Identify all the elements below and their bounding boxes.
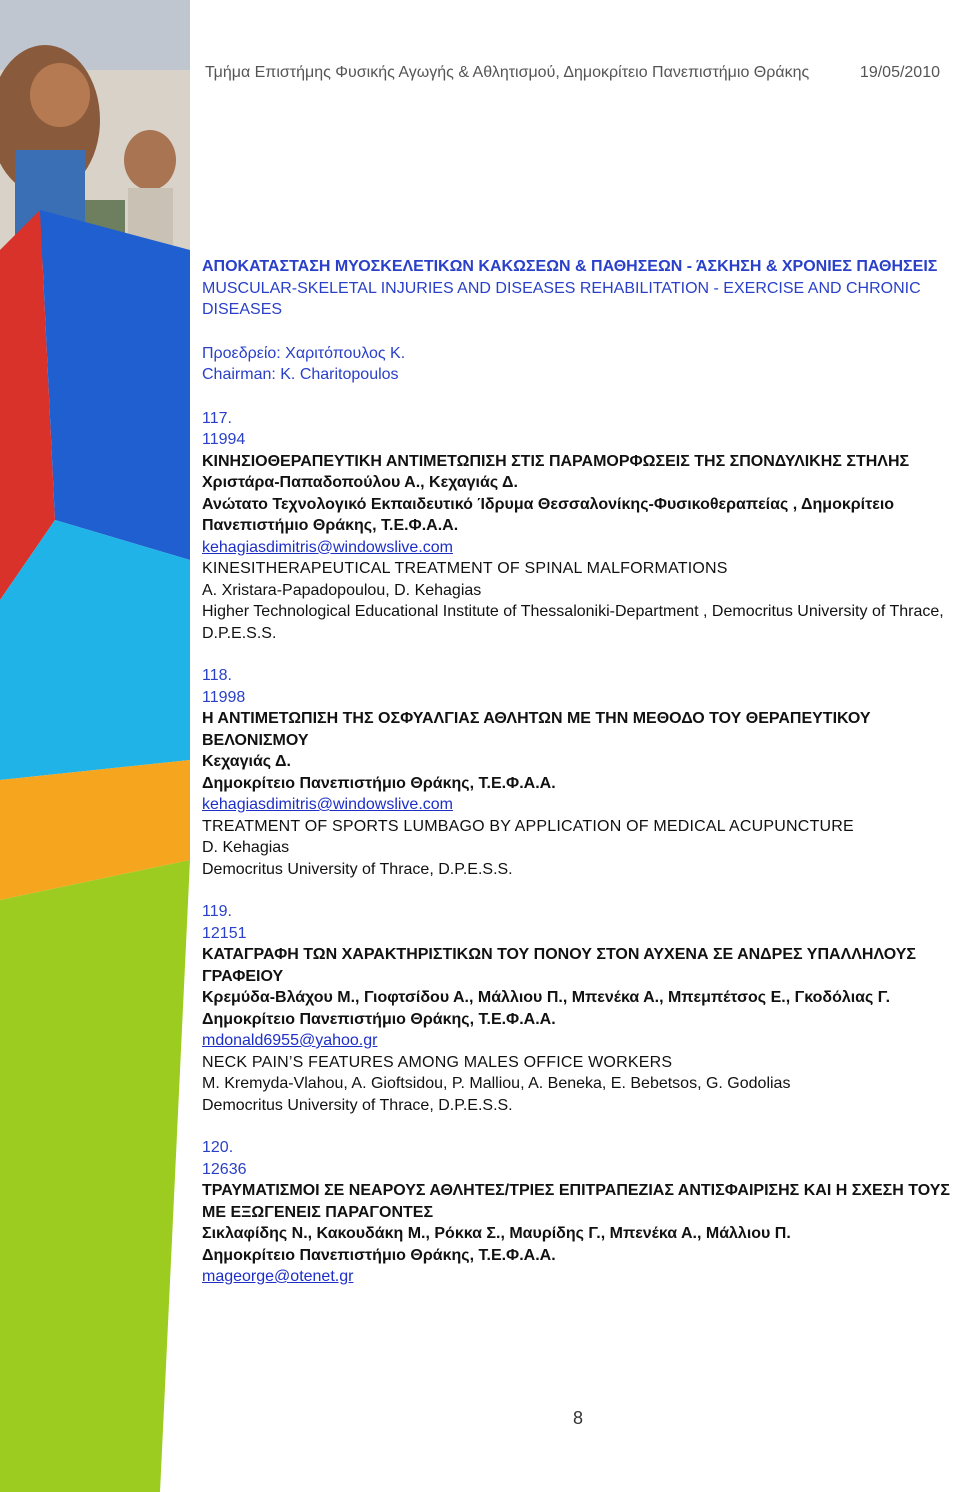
- session-chair-greek: Προεδρείο: Χαριτόπουλος Κ.: [202, 344, 406, 362]
- session-title-english: MUSCULAR-SKELETAL INJURIES AND DISEASES REHABILITATION - EXERCISE AND CHRONIC DISEASES: [202, 279, 921, 318]
- entry-title-english: TREATMENT OF SPORTS LUMBAGO BY APPLICATION OF MEDICAL ACUPUNCTURE: [202, 817, 854, 835]
- banner-green-band: [0, 860, 190, 1492]
- entry-title-greek: ΚΑΤΑΓΡΑΦΗ ΤΩΝ ΧΑΡΑΚΤΗΡΙΣΤΙΚΩΝ ΤΟΥ ΠΟΝΟΥ ΣΤΟΝ ΑΥΧΕΝΑ ΣΕ ΑΝΔΡΕΣ ΥΠΑΛΛΗΛΟΥΣ ΓΡΑΦΕΙΟΥ: [202, 946, 916, 985]
- entry-code: 12636: [202, 1160, 247, 1178]
- page-number: 8: [572, 1408, 583, 1428]
- abstract-entry: [202, 901, 954, 1116]
- entry-email-link[interactable]: mageorge@otenet.gr: [202, 1268, 354, 1285]
- entry-authors-greek: Χριστάρα-Παπαδοπούλου Α., Κεχαγιάς Δ.: [202, 474, 518, 491]
- entry-title-greek: ΚΙΝΗΣΙΟΘΕΡΑΠΕΥΤΙΚΗ ΑΝΤΙΜΕΤΩΠΙΣΗ ΣΤΙΣ ΠΑΡΑΜΟΡΦΩΣΕΙΣ ΤΗΣ ΣΠΟΝΔΥΛΙΚΗΣ ΣΤΗΛΗΣ: [202, 452, 910, 470]
- header-date: 19/05/2010: [859, 64, 940, 81]
- header-text: Τμήμα Επιστήμης Φυσικής Αγωγής & Αθλητισμού, Δημοκρίτειο Πανεπιστήμιο Θράκης: [205, 64, 810, 81]
- entry-email-link[interactable]: kehagiasdimitris@windowslive.com: [202, 796, 453, 813]
- decorative-side-banner: [0, 0, 190, 1492]
- entry-email-link[interactable]: mdonald6955@yahoo.gr: [202, 1032, 378, 1049]
- entry-code: 11994: [202, 431, 246, 448]
- entry-title-greek: ΤΡΑΥΜΑΤΙΣΜΟΙ ΣΕ ΝΕΑΡΟΥΣ ΑΘΛΗΤΕΣ/ΤΡΙΕΣ ΕΠΙΤΡΑΠΕΖΙΑΣ ΑΝΤΙΣΦΑΙΡΙΣΗΣ ΚΑΙ Η ΣΧΕΣΗ ΤΟΥΣ ΜΕ ΕΞΩΓΕΝΕΙΣ ΠΑΡΑΓΟΝΤΕΣ: [202, 1182, 951, 1221]
- page-header: [205, 64, 940, 82]
- entry-number: 117.: [202, 409, 232, 427]
- entry-authors-english: M. Kremyda-Vlahou, A. Gioftsidou, P. Malliou, A. Beneka, E. Bebetsos, G. Godolias: [202, 1075, 791, 1092]
- entry-title-greek: Η ΑΝΤΙΜΕΤΩΠΙΣΗ ΤΗΣ ΟΣΦΥΑΛΓΙΑΣ ΑΘΛΗΤΩΝ ΜΕ ΤΗΝ ΜΕΘΟΔΟ ΤΟΥ ΘΕΡΑΠΕΥΤΙΚΟΥ ΒΕΛΟΝΙΣΜΟΥ: [202, 710, 871, 749]
- entry-authors-greek: Κεχαγιάς Δ.: [202, 753, 291, 770]
- entry-institution-greek: Ανώτατο Τεχνολογικό Εκπαιδευτικό Ίδρυμα Θεσσαλονίκης-Φυσικοθεραπείας , Δημοκρίτειο Πανεπιστήμιο Θράκης, Τ.Ε.Φ.Α.Α.: [202, 495, 895, 534]
- session-block: [202, 256, 954, 386]
- entry-institution-english: Democritus University of Thrace, D.P.E.S.S.: [202, 1096, 513, 1114]
- entry-code: 12151: [202, 924, 247, 942]
- entry-code: 11998: [202, 688, 246, 706]
- entry-authors-greek: Σικλαφίδης Ν., Κακουδάκη Μ., Ρόκκα Σ., Μαυρίδης Γ., Μπενέκα Α., Μάλλιου Π.: [202, 1225, 791, 1242]
- entry-authors-greek: Κρεμύδα-Βλάχου Μ., Γιοφτσίδου Α., Μάλλιου Π., Μπενέκα Α., Μπεμπέτσος Ε., Γκοδόλιας Γ.: [202, 989, 891, 1006]
- entry-number: 120.: [202, 1139, 234, 1156]
- entry-number: 119.: [202, 903, 232, 920]
- abstract-entry: [202, 665, 954, 880]
- entry-authors-english: A. Xristara-Papadopoulou, D. Kehagias: [202, 581, 482, 599]
- entry-email-link[interactable]: kehagiasdimitris@windowslive.com: [202, 538, 453, 556]
- session-chair-english: Chairman: K. Charitopoulos: [202, 366, 399, 383]
- entry-title-english: KINESITHERAPEUTICAL TREATMENT OF SPINAL MALFORMATIONS: [202, 560, 728, 577]
- page-content: [202, 256, 954, 1288]
- entry-institution-english: Higher Technological Educational Institute of Thessaloniki-Department , Democritus University of Thrace, D.P.E.S.S.: [202, 603, 944, 642]
- entry-institution-greek: Δημοκρίτειο Πανεπιστήμιο Θράκης, Τ.Ε.Φ.Α.Α.: [202, 774, 556, 792]
- entry-institution-greek: Δημοκρίτειο Πανεπιστήμιο Θράκης, Τ.Ε.Φ.Α.Α.: [202, 1010, 556, 1028]
- abstract-entry: [202, 408, 954, 645]
- entry-institution-english: Democritus University of Thrace, D.P.E.S.S.: [202, 860, 513, 878]
- banner-cyan-band: [0, 520, 190, 780]
- entry-institution-greek: Δημοκρίτειο Πανεπιστήμιο Θράκης, Τ.Ε.Φ.Α.Α.: [202, 1246, 556, 1264]
- abstract-entry: [202, 1137, 954, 1288]
- entry-number: 118.: [202, 667, 232, 684]
- entry-title-english: NECK PAIN’S FEATURES AMONG MALES OFFICE WORKERS: [202, 1053, 673, 1071]
- entry-authors-english: D. Kehagias: [202, 839, 290, 856]
- banner-blue-band: [40, 210, 190, 560]
- session-title-greek: ΑΠΟΚΑΤΑΣΤΑΣΗ ΜΥΟΣΚΕΛΕΤΙΚΩΝ ΚΑΚΩΣΕΩΝ & ΠΑΘΗΣΕΩΝ - ΆΣΚΗΣΗ & ΧΡΟΝΙΕΣ ΠΑΘΗΣΕΙΣ: [202, 258, 938, 275]
